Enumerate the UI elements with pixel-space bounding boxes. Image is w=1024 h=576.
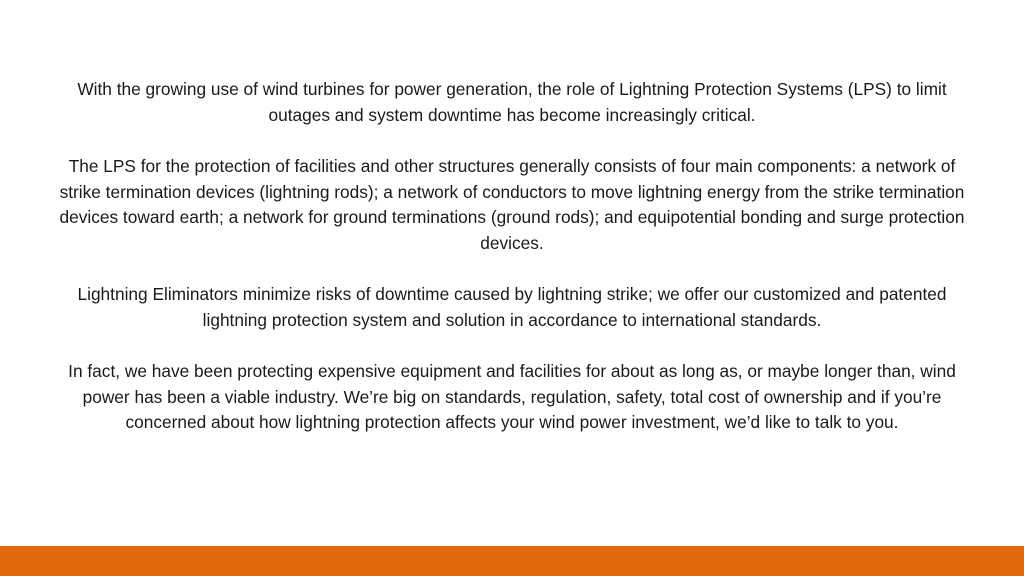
slide-body-text	[52, 77, 972, 462]
paragraph-lightning-eliminators: Lightning Eliminators minimize risks of downtime caused by lightning strike; we offer our customized and patented lightning protection system and solution in accordance to international standards.	[77, 284, 947, 330]
paragraph-lps-intro: With the growing use of wind turbines for power generation, the role of Lightning Protection Systems (LPS) to limit outages and system downtime has become increasingly critical.	[77, 79, 947, 125]
paragraph-contact-invite: In fact, we have been protecting expensive equipment and facilities for about as long as, or maybe longer than, wind power has been a viable industry. We’re big on standards, regulation, safety, total cost of ownership and if you’re concerned about how lightning protection affects your wind power investment, we’d like to talk to you.	[68, 361, 956, 432]
accent-footer-bar	[0, 546, 1024, 576]
paragraph-lps-components: The LPS for the protection of facilities and other structures generally consists of four main components: a network of strike termination devices (lightning rods); a network of conductors to move lightning energy from the strike termination devices toward earth; a network for ground terminations (ground rods); and equipotential bonding and surge protection devices.	[59, 156, 965, 253]
